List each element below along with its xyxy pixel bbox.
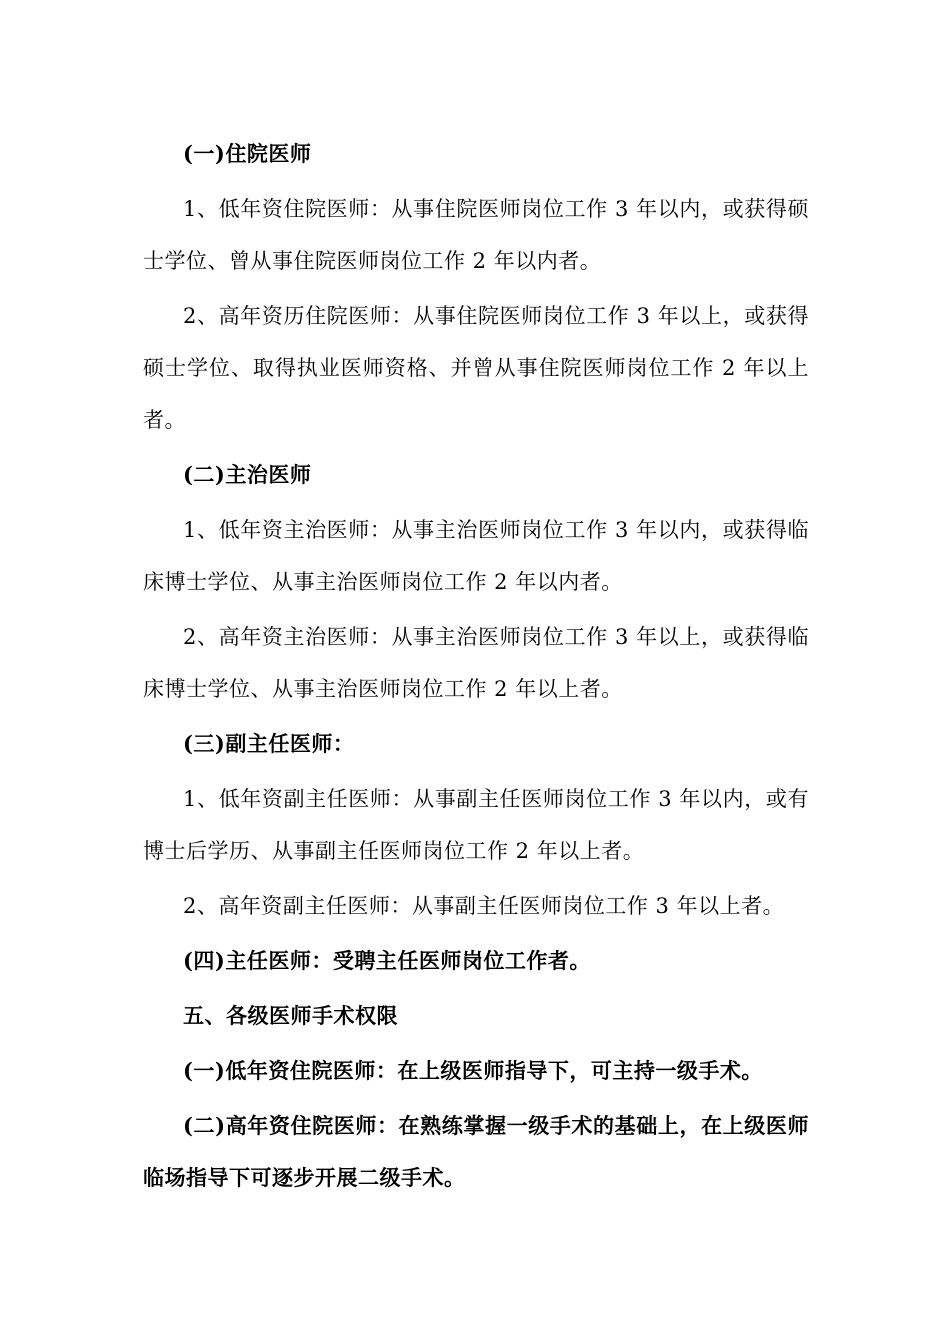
section-heading-resident: (一)住院医师 (183, 141, 312, 166)
section-heading-attending: (二)主治医师 (183, 462, 312, 487)
document-body (143, 128, 809, 1204)
paragraph-senior-attending: 2、高年资主治医师：从事主治医师岗位工作 3 年以上，或获得临床博士学位、从事主治医师岗位工作 2 年以上者。 (143, 625, 809, 701)
paragraph-junior-attending: 1、低年资主治医师：从事主治医师岗位工作 3 年以内，或获得临床博士学位、从事主治医师岗位工作 2 年以内者。 (143, 518, 809, 594)
paragraph-senior-resident: 2、高年资历住院医师：从事住院医师岗位工作 3 年以上，或获得硕士学位、取得执业医师资格、并曾从事住院医师岗位工作 2 年以上者。 (143, 304, 809, 432)
section-heading-surgery-authority: 五、各级医师手术权限 (183, 1003, 398, 1028)
section-heading-chief: (四)主任医师：受聘主任医师岗位工作者。 (183, 948, 591, 973)
paragraph-junior-resident: 1、低年资住院医师：从事住院医师岗位工作 3 年以内，或获得硕士学位、曾从事住院医师岗位工作 2 年以内者。 (143, 197, 809, 273)
paragraph-senior-associate-chief: 2、高年资副主任医师：从事副主任医师岗位工作 3 年以上者。 (183, 894, 785, 918)
paragraph-junior-associate-chief: 1、低年资副主任医师：从事副主任医师岗位工作 3 年以内，或有博士后学历、从事副主任医师岗位工作 2 年以上者。 (143, 787, 809, 863)
paragraph-surgery-senior-resident: (二)高年资住院医师：在熟练掌握一级手术的基础上，在上级医师临场指导下可逐步开展二级手术。 (143, 1113, 809, 1190)
section-heading-associate-chief: (三)副主任医师： (183, 731, 355, 756)
paragraph-surgery-junior-resident: (一)低年资住院医师：在上级医师指导下，可主持一级手术。 (183, 1058, 763, 1083)
